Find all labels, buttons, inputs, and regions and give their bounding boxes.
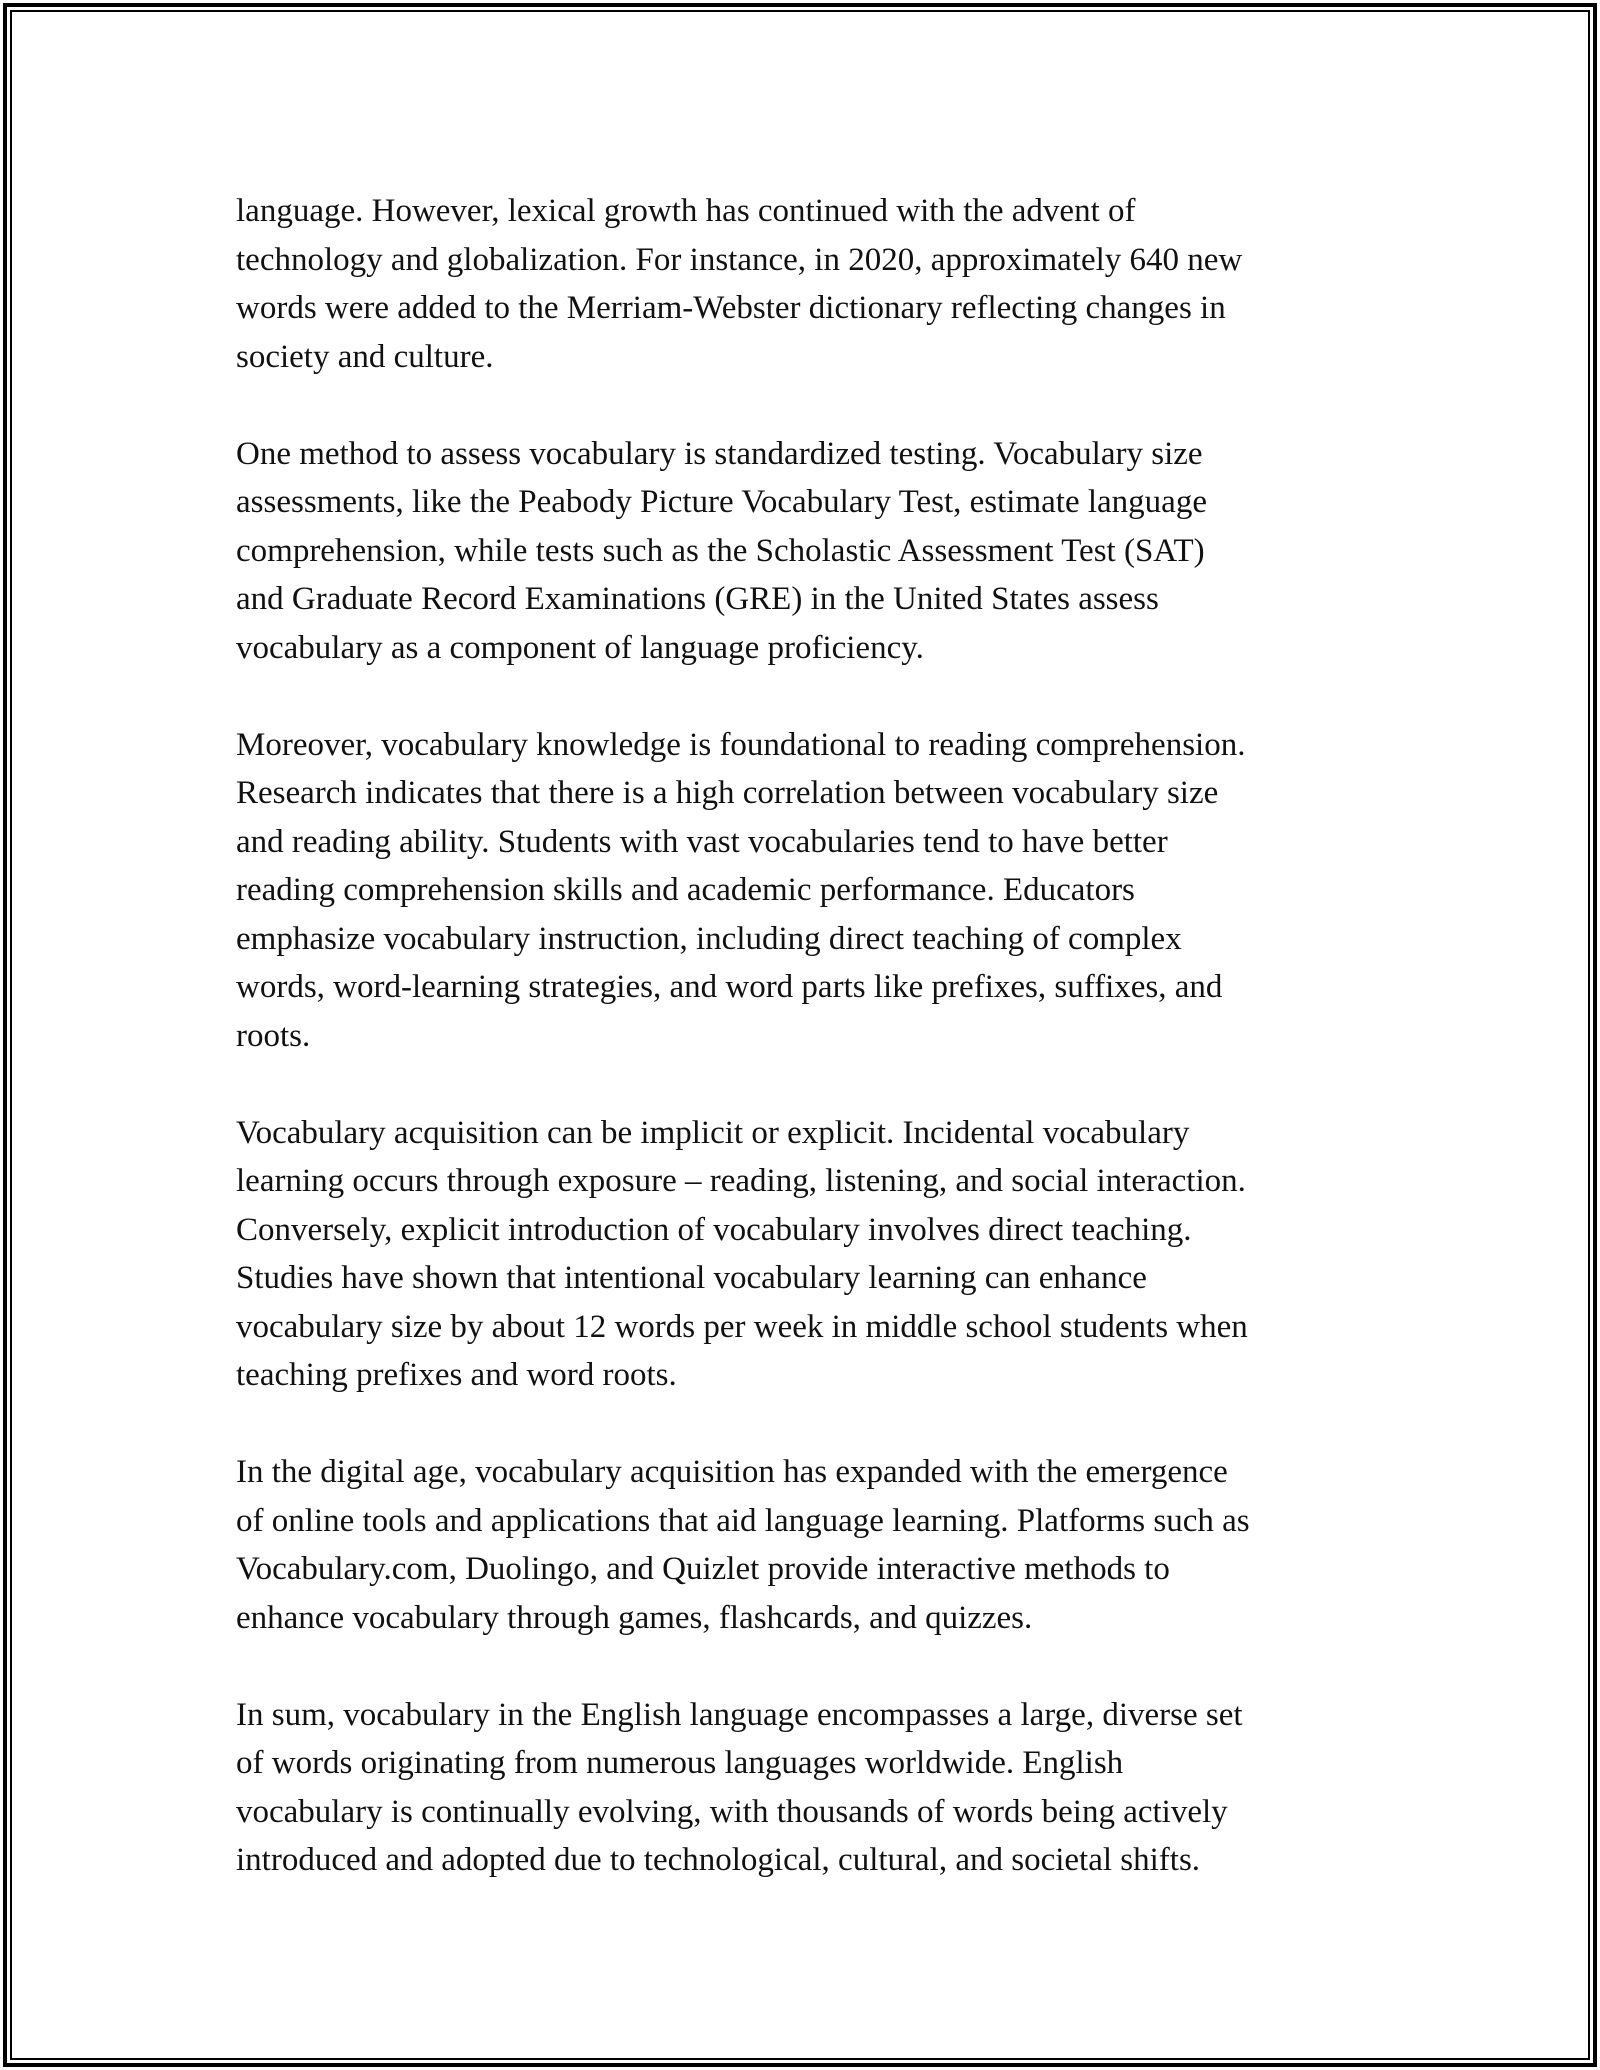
paragraph-digital-age: In the digital age, vocabulary acquisition has expanded with the emergence of online tools and applications that aid language learning. Platforms such as Vocabulary.com, Duolingo, and Quizlet provide interactive methods to enhance vocabulary through games, flashcards, and quizzes.	[236, 1454, 1250, 1636]
paragraph-lexical-growth: language. However, lexical growth has continued with the advent of technology and globalization. For instance, in 2020, approximately 640 new words were added to the Merriam-Webster dictionary reflecting changes in society and culture.	[236, 193, 1243, 375]
paragraph-summary: In sum, vocabulary in the English language encompasses a large, diverse set of words originating from numerous languages worldwide. English vocabulary is continually evolving, with thousands of words being actively introduced and adopted due to technological, cultural, and societal shifts.	[236, 1696, 1243, 1878]
paragraph-vocabulary-acquisition: Vocabulary acquisition can be implicit or explicit. Incidental vocabulary learning occurs through exposure – reading, listening, and social interaction. Conversely, explicit introduction of vocabulary involves direct teaching. Studies have shown that intentional vocabulary learning can enhance vocabulary size by about 12 words per week in middle school students when teaching prefixes and word roots.	[236, 1114, 1248, 1393]
paragraph-standardized-testing: One method to assess vocabulary is standardized testing. Vocabulary size assessments, like the Peabody Picture Vocabulary Test, estimate language comprehension, while tests such as the Scholastic Assessment Test (SAT) and Graduate Record Examinations (GRE) in the United States assess vocabulary as a component of language proficiency.	[236, 435, 1207, 666]
paragraph-reading-comprehension: Moreover, vocabulary knowledge is foundational to reading comprehension. Research indicates that there is a high correlation between vocabulary size and reading ability. Students with vast vocabularies tend to have better reading comprehension skills and academic performance. Educators emphasize vocabulary instruction, including direct teaching of complex words, word-learning strategies, and word parts like prefixes, suffixes, and roots.	[236, 726, 1246, 1054]
document-body	[236, 187, 1376, 1933]
